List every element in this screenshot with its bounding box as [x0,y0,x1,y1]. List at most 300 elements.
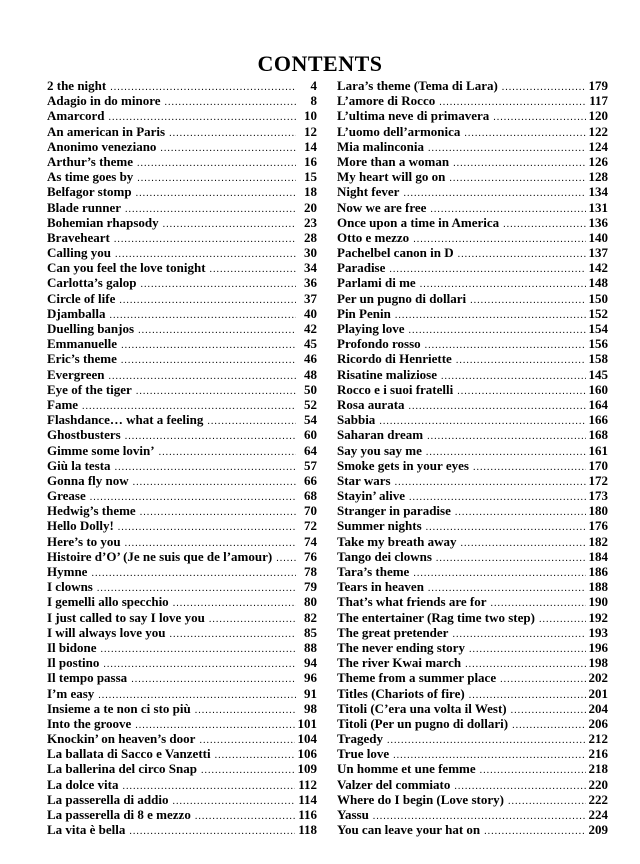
entry-page-number: 168 [588,427,608,443]
contents-entry [47,503,317,518]
entry-title: La ballerina del circo Snap [47,761,197,777]
entry-page-number: 91 [304,685,317,701]
dot-leader [464,126,585,141]
entry-title: Tango dei clowns [337,548,432,564]
entry-page-number: 12 [304,123,317,139]
contents-entry [47,169,317,184]
entry-page-number: 42 [304,321,317,336]
contents-entry [47,412,317,427]
entry-title: Say you say me [337,442,422,458]
entry-page-number: 40 [304,305,317,321]
dot-leader [215,748,295,763]
entry-page-number: 109 [297,761,317,777]
contents-entry [47,93,317,108]
entry-title: Can you feel the love tonight [47,260,206,276]
contents-entry [47,382,317,397]
contents-entry [337,701,608,716]
entry-title: I will always love you [47,624,166,640]
entry-title: Smoke gets in your eyes [337,457,469,473]
entry-page-number: 14 [304,138,317,154]
entry-title: Ricordo di Henriette [337,351,452,367]
entry-title: Histoire d’O’ (Je ne suis que de l’amour) [47,548,273,564]
entry-page-number: 182 [588,533,608,549]
entry-title: La passerella di addio [47,791,169,807]
contents-entry [47,488,317,503]
entry-title: Sabbia [337,412,376,428]
contents-entry [47,351,317,366]
contents-entry [47,564,317,579]
entry-title: The river Kwai march [337,655,462,671]
dot-leader [91,566,296,581]
contents-entry [47,579,317,594]
entry-page-number: 170 [588,457,608,473]
contents-entry [47,655,317,670]
entry-title: Here’s to you [47,533,121,549]
contents-entry [337,215,608,230]
contents-entry [47,367,317,382]
contents-entry [337,822,608,837]
entry-title: You can leave your hat on [337,822,481,838]
entry-page-number: 209 [588,822,608,838]
entry-page-number: 172 [588,472,608,488]
entry-title: Take my breath away [337,533,457,549]
entry-title: Rocco e i suoi fratelli [337,381,454,397]
contents-entry [337,746,608,761]
contents-entry [47,761,317,776]
contents-entry [47,473,317,488]
entry-page-number: 112 [298,776,317,792]
entry-title: Eric’s theme [47,351,117,367]
entry-title: Circle of life [47,290,116,306]
dot-leader [101,642,297,657]
entry-page-number: 140 [588,229,608,245]
entry-title: Titoli (C’era una volta il West) [337,700,507,716]
dot-leader [453,156,585,171]
entry-page-number: 118 [298,822,317,838]
contents-entry [47,686,317,701]
entry-title: Pachelbel canon in D [337,245,454,261]
entry-title: La passerella di 8 e mezzo [47,807,191,822]
entry-title: Rosa aurata [337,396,405,412]
entry-page-number: 79 [304,579,317,595]
contents-entry [337,230,608,245]
contents-entry [47,807,317,822]
entry-page-number: 154 [588,321,608,336]
dot-leader [395,308,586,323]
contents-entry [47,701,317,716]
contents-entry [47,549,317,564]
entry-page-number: 57 [304,457,317,473]
entry-title: Grease [47,488,86,504]
contents-entry [337,458,608,473]
dot-leader [169,627,296,642]
entry-page-number: 128 [588,169,608,185]
contents-entry [337,427,608,442]
entry-title: La dolce vita [47,776,119,792]
entry-title: Hedwig’s theme [47,503,136,519]
entry-title: Stranger in paradise [337,503,451,519]
entry-page-number: 131 [588,199,608,215]
entry-title: Fame [47,396,79,412]
contents-entry [337,503,608,518]
contents-entry [47,215,317,230]
entry-page-number: 36 [304,275,317,291]
entry-page-number: 82 [304,609,317,625]
entry-title: Tears in heaven [337,579,424,595]
dot-leader [502,80,586,95]
entry-page-number: 212 [588,731,608,747]
contents-entry [47,640,317,655]
entry-page-number: 117 [589,93,608,109]
entry-title: True love [337,746,390,762]
entry-page-number: 52 [304,396,317,412]
contents-entry [47,443,317,458]
entry-title: I just called to say I love you [47,609,205,625]
entry-page-number: 116 [298,807,317,822]
entry-page-number: 160 [588,381,608,397]
contents-entry [337,670,608,685]
contents-entry [47,731,317,746]
contents-entry [337,761,608,776]
entry-page-number: 164 [588,396,608,412]
entry-page-number: 173 [588,488,608,504]
entry-title: Emmanuelle [47,336,118,352]
contents-entry [337,518,608,533]
contents-entry [337,640,608,655]
entry-page-number: 198 [588,655,608,671]
entry-page-number: 206 [588,715,608,731]
dot-leader [136,384,296,399]
entry-title: Belfagor stomp [47,184,132,200]
entry-page-number: 114 [298,791,317,807]
contents-entry [337,625,608,640]
entry-page-number: 145 [588,366,608,382]
dot-leader [484,824,585,839]
dot-leader [409,323,586,338]
entry-page-number: 98 [304,700,317,716]
entry-page-number: 156 [588,336,608,352]
entry-page-number: 176 [588,518,608,534]
entry-page-number: 196 [588,639,608,655]
dot-leader [428,141,585,156]
contents-entry [337,260,608,275]
entry-page-number: 136 [588,214,608,230]
entry-title: La ballata di Sacco e Vanzetti [47,746,211,762]
dot-leader [427,429,585,444]
contents-entry [47,184,317,199]
entry-title: Titoli (Per un pugno di dollari) [337,715,509,731]
entry-title: Otto e mezzo [337,229,410,245]
entry-page-number: 72 [304,518,317,534]
contents-entry [47,108,317,123]
contents-entry [337,807,608,822]
entry-title: L’uomo dell’armonica [337,123,461,139]
dot-leader [508,794,586,809]
contents-entry [337,594,608,609]
contents-entry [337,564,608,579]
contents-entry [47,518,317,533]
dot-leader [395,475,586,490]
entry-page-number: 124 [588,138,608,154]
contents-entry [337,549,608,564]
entry-title: Tragedy [337,731,383,747]
contents-entry [337,777,608,792]
entry-page-number: 193 [588,624,608,640]
dot-leader [469,642,586,657]
contents-entry [47,321,317,336]
dot-leader [195,809,295,824]
contents-right-column [337,78,608,837]
entry-title: Braveheart [47,229,110,245]
entry-page-number: 88 [304,639,317,655]
entry-page-number: 54 [304,412,317,428]
contents-entry [47,792,317,807]
entry-page-number: 218 [588,761,608,777]
contents-entry [337,184,608,199]
dot-leader [115,460,296,475]
dot-leader [114,232,296,247]
entry-page-number: 120 [588,108,608,124]
contents-entry [337,655,608,670]
entry-page-number: 50 [304,381,317,397]
entry-title: My heart will go on [337,169,446,185]
dot-leader [456,353,586,368]
entry-title: An american in Paris [47,123,166,139]
entry-title: That’s what friends are for [337,594,487,610]
entry-title: Duelling banjos [47,321,135,336]
entry-page-number: 48 [304,366,317,382]
dot-leader [110,308,297,323]
contents-entry [47,139,317,154]
entry-title: I gemelli allo specchio [47,594,169,610]
entry-page-number: 60 [304,427,317,443]
dot-leader [160,141,296,156]
dot-leader [413,566,585,581]
dot-leader [133,475,296,490]
entry-title: Paradise [337,260,386,276]
entry-page-number: 68 [304,488,317,504]
dot-leader [470,293,585,308]
entry-page-number: 158 [588,351,608,367]
entry-title: Star wars [337,472,391,488]
entry-page-number: 74 [304,533,317,549]
entry-page-number: 70 [304,503,317,519]
dot-leader [473,460,586,475]
entry-title: Un homme et une femme [337,761,476,777]
dot-leader [121,338,296,353]
entry-title: Lara’s theme (Tema di Lara) [337,78,498,93]
contents-entry [337,488,608,503]
entry-title: Saharan dream [337,427,424,443]
dot-leader [131,672,296,687]
contents-entry [47,230,317,245]
entry-page-number: 76 [304,548,317,564]
entry-title: Now we are free [337,199,427,215]
contents-entry [337,610,608,625]
contents-entry [337,716,608,731]
entry-page-number: 10 [304,108,317,124]
entry-page-number: 142 [588,260,608,276]
entry-title: Profondo rosso [337,336,421,352]
entry-page-number: 202 [588,670,608,686]
entry-page-number: 122 [588,123,608,139]
entry-title: Calling you [47,245,111,261]
entry-title: Where do I begin (Love story) [337,791,504,807]
contents-entry [337,351,608,366]
entry-title: Giù la testa [47,457,111,473]
entry-title: Hello Dolly! [47,518,114,534]
dot-leader [119,293,296,308]
contents-entry [337,154,608,169]
contents-entry [337,336,608,351]
entry-title: La vita è bella [47,822,126,838]
contents-entry [337,412,608,427]
dot-leader [118,520,296,535]
entry-title: L’amore di Rocco [337,93,436,109]
entry-title: More than a woman [337,153,450,169]
contents-entry [337,443,608,458]
contents-entry [47,275,317,290]
entry-title: Parlami di me [337,275,416,291]
entry-page-number: 106 [297,746,317,762]
entry-title: Il tempo passa [47,670,128,686]
entry-page-number: 161 [588,442,608,458]
entry-page-number: 104 [297,731,317,747]
contents-entry [47,610,317,625]
entry-page-number: 45 [304,336,317,352]
entry-title: Once upon a time in America [337,214,500,230]
contents-entry [337,579,608,594]
entry-page-number: 180 [588,503,608,519]
entry-page-number: 37 [304,290,317,306]
entry-title: Il bidone [47,639,97,655]
dot-leader [403,186,585,201]
entry-title: Night fever [337,184,400,200]
entry-page-number: 23 [304,214,317,230]
dot-leader [169,126,296,141]
dot-leader [458,247,586,262]
contents-entry [47,594,317,609]
entry-page-number: 137 [588,245,608,261]
dot-leader [201,763,295,778]
dot-leader [207,414,296,429]
dot-leader [436,551,586,566]
dot-leader [511,703,586,718]
dot-leader [109,369,296,384]
entry-title: Per un pugno di dollari [337,290,467,306]
entry-title: Il postino [47,655,100,671]
entry-title: Anonimo veneziano [47,138,157,154]
entry-title: Summer nights [337,518,422,534]
entry-title: Mia malinconia [337,138,425,154]
entry-title: Valzer del commiato [337,776,451,792]
dot-leader [137,156,296,171]
entry-page-number: 201 [588,685,608,701]
entry-page-number: 126 [588,153,608,169]
contents-entry [337,124,608,139]
entry-title: Arthur’s theme [47,153,134,169]
entry-page-number: 204 [588,700,608,716]
entry-title: I clowns [47,579,93,595]
dot-leader [195,703,296,718]
entry-page-number: 28 [304,229,317,245]
dot-leader [503,217,585,232]
entry-page-number: 190 [588,594,608,610]
contents-entry [47,670,317,685]
contents-entry [337,169,608,184]
entry-title: Ghostbusters [47,427,121,443]
contents-entry [337,321,608,336]
dot-leader [441,369,585,384]
contents-entry [47,336,317,351]
contents-entry [47,458,317,473]
dot-leader [409,399,586,414]
contents-entry [337,473,608,488]
entry-page-number: 85 [304,624,317,640]
dot-leader [129,824,295,839]
dot-leader [103,657,296,672]
entry-title: Risatine maliziose [337,366,438,382]
contents-entry [47,306,317,321]
entry-page-number: 220 [588,776,608,792]
contents-entry [47,427,317,442]
dot-leader [480,763,586,778]
entry-title: Evergreen [47,366,105,382]
entry-title: The never ending story [337,639,465,655]
entry-page-number: 152 [588,305,608,321]
entry-page-number: 80 [304,594,317,610]
entry-page-number: 148 [588,275,608,291]
entry-title: Stayin’ alive [337,488,406,504]
dot-leader [276,551,296,566]
entry-page-number: 166 [588,412,608,428]
contents-entry [337,367,608,382]
dot-leader [457,384,585,399]
entry-page-number: 222 [588,791,608,807]
entry-page-number: 66 [304,472,317,488]
contents-entry [337,291,608,306]
dot-leader [512,718,585,733]
dot-leader [455,505,586,520]
dot-leader [199,733,294,748]
dot-leader [493,110,585,125]
dot-leader [539,612,586,627]
entry-page-number: 8 [310,93,317,109]
entry-page-number: 64 [304,442,317,458]
page-title: CONTENTS [257,50,383,76]
entry-title: Gonna fly now [47,472,129,488]
entry-page-number: 150 [588,290,608,306]
entry-page-number: 4 [310,78,317,93]
entry-page-number: 224 [588,807,608,822]
contents-entry [337,686,608,701]
dot-leader [500,672,585,687]
contents-entry [337,731,608,746]
entry-page-number: 216 [588,746,608,762]
contents-entry [47,716,317,731]
dot-leader [449,171,585,186]
contents-entry [47,534,317,549]
contents-entry [47,746,317,761]
entry-page-number: 20 [304,199,317,215]
entry-title: As time goes by [47,169,134,185]
entry-title: Djamballa [47,305,106,321]
dot-leader [140,277,296,292]
contents-entry [47,154,317,169]
dot-leader [163,217,296,232]
dot-leader [210,262,296,277]
contents-entry [47,245,317,260]
